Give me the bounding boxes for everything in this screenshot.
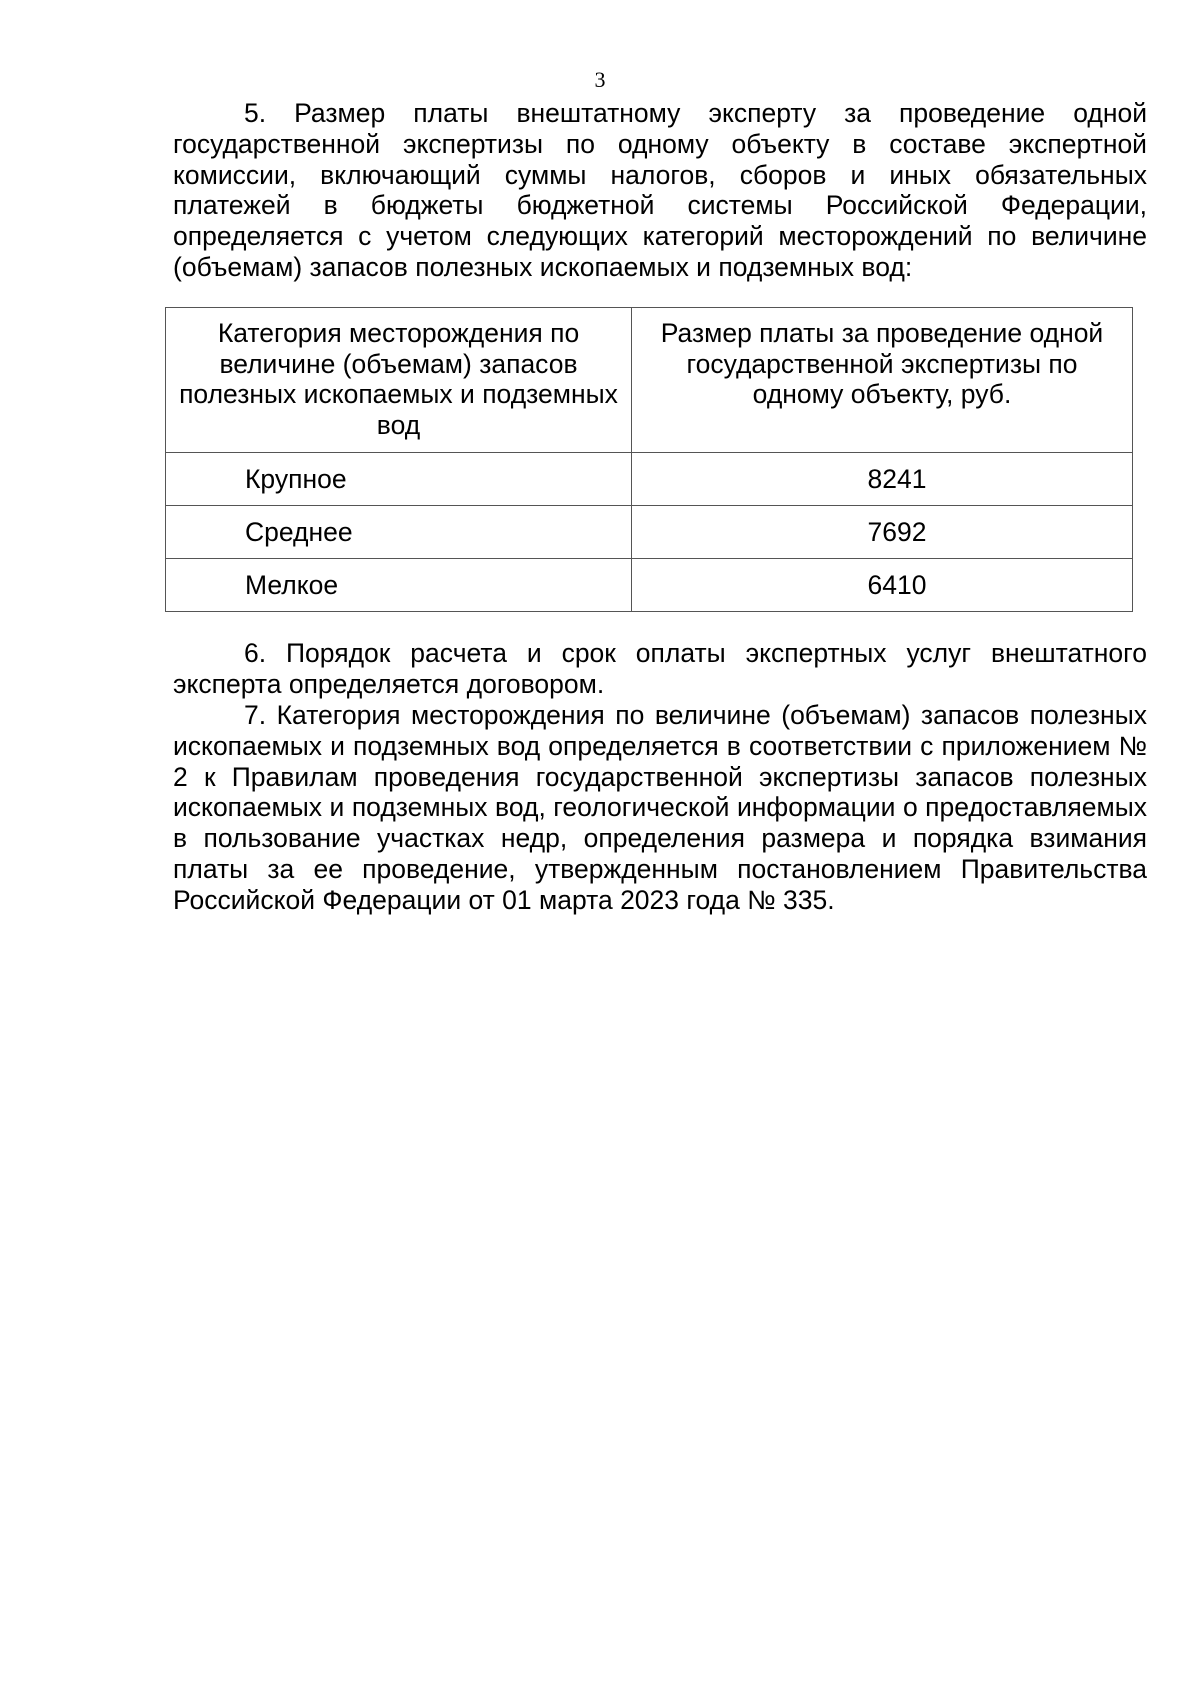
header-fee (632, 308, 1133, 453)
category-cell: Среднее (166, 506, 632, 559)
fee-table (165, 307, 1133, 612)
header-category-text: Категория месторождения по величине (объемам) запасов полезных ископаемых и подземных вод (179, 318, 618, 440)
header-fee-text: Размер платы за проведение одной государственной экспертизы по одному объекту, руб. (660, 318, 1104, 409)
category-cell: Мелкое (166, 559, 632, 612)
fee-cell: 8241 (632, 453, 1133, 506)
fee-cell: 7692 (632, 506, 1133, 559)
table-row (166, 506, 1133, 559)
fee-cell: 6410 (632, 559, 1133, 612)
table-row (166, 453, 1133, 506)
paragraph-5: 5. Размер платы внештатному эксперту за проведение одной государственной экспертизы по одному объекту в составе экспертной комиссии, включающий суммы налогов, сборов и иных обязательных платежей в бюджеты бюджетной системы Российской Федерации, определяется с учетом следующих категорий месторождений по величине (объемам) запасов полезных ископаемых и подземных вод: (173, 98, 1147, 282)
category-cell: Крупное (166, 453, 632, 506)
paragraph-6: 6. Порядок расчета и срок оплаты экспертных услуг внештатного эксперта определяется договором. (173, 638, 1147, 699)
table-header-row (166, 308, 1133, 453)
paragraph-7: 7. Категория месторождения по величине (объемам) запасов полезных ископаемых и подземных вод определяется в соответствии с приложением № 2 к Правилам проведения государственной экспертизы запасов полезных ископаемых и подземных вод, геологической информации о предоставляемых в пользование участках недр, определения размера и порядка взимания платы за ее проведение, утвержденным постановлением Правительства Российской Федерации от 01 марта 2023 года № 335. (173, 700, 1147, 915)
header-category (166, 308, 632, 453)
page-number: 3 (594, 67, 606, 92)
table-row (166, 559, 1133, 612)
